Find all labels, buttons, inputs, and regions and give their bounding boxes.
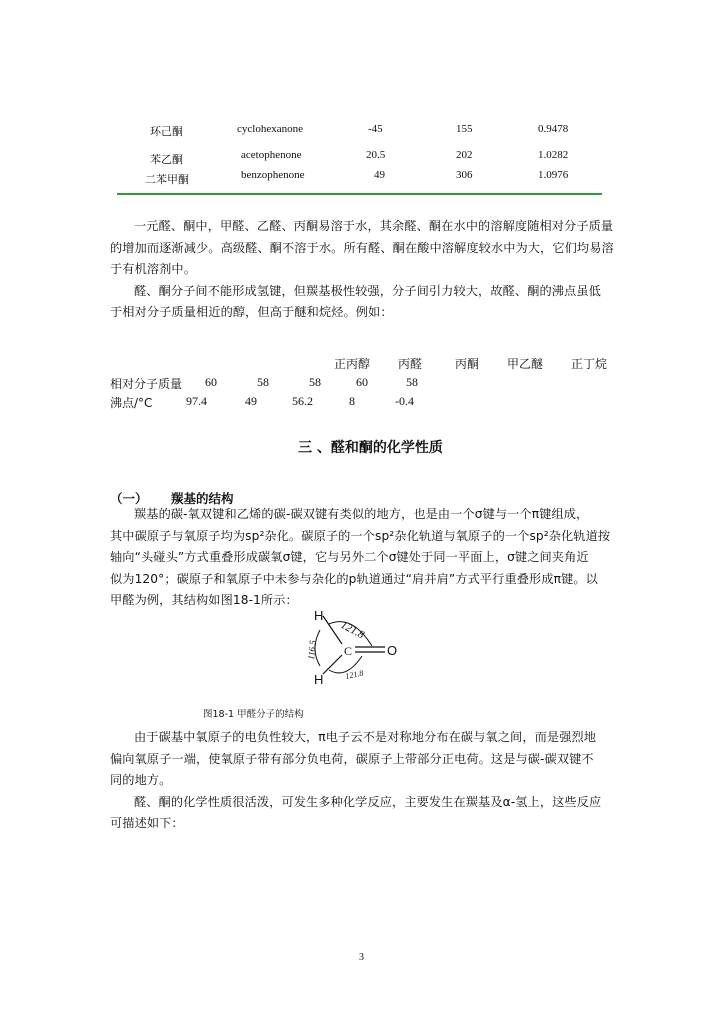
bp-value: 97.4	[186, 394, 207, 408]
bond-c-h-bottom	[323, 655, 342, 674]
compound-name: 丙酮	[455, 357, 480, 371]
angle-label-bottom: 121.8	[344, 668, 365, 681]
bp-value: -0.4	[395, 394, 414, 408]
paragraph-carbonyl-structure	[110, 504, 616, 612]
table-cell-mp: -45	[368, 123, 383, 135]
table-cell-mp: 20.5	[366, 149, 386, 161]
text-line: 醛、酮的化学性质很活泼，可发生多种化学反应，主要发生在羰基及α-氢上，这些反应	[134, 794, 602, 809]
text-line: 同的地方。	[110, 773, 172, 787]
bp-value: 8	[349, 394, 355, 408]
atom-c: C	[344, 644, 353, 658]
table-cell-cn: 苯乙酮	[150, 153, 183, 166]
mass-value: 58	[309, 375, 321, 389]
mass-value: 58	[257, 375, 269, 389]
section-heading: 三 、醛和酮的化学性质	[298, 440, 443, 456]
table-cell-en: benzophenone	[241, 169, 305, 181]
text-line: 一元醛、酮中，甲醛、乙醛、丙酮易溶于水，其余醛、酮在水中的溶解度随相对分子质量	[134, 219, 614, 233]
compound-name: 正丙醇	[334, 357, 371, 371]
compound-name: 甲乙醚	[507, 357, 544, 371]
table-cell-bp: 202	[456, 149, 473, 161]
angle-label-left: 116.5	[306, 639, 318, 661]
angle-label-top: 121.8	[338, 619, 367, 642]
text-line: 偏向氧原子一端，使氧原子带有部分负电荷，碳原子上带部分正电荷。这是与碳-碳双键不	[110, 751, 594, 766]
table-cell-mp: 49	[374, 169, 385, 181]
table-cell-density: 1.0282	[538, 149, 569, 161]
mass-value: 60	[205, 375, 217, 389]
text-line: 于有机溶剂中。	[110, 262, 197, 276]
paragraph-chemical-properties	[110, 727, 616, 835]
text-line: 由于碳基中氧原子的电负性较大，π电子云不是对称地分布在碳与氧之间，而是强烈地	[134, 730, 597, 744]
text-line: 其中碳原子与氧原子均为sp²杂化。碳原子的一个sp²杂化轨道与氧原子的一个sp²杂化轨道按	[110, 528, 611, 543]
text-line: 于相对分子质量相近的醇，但高于醚和烷烃。例如：	[110, 305, 393, 319]
table-cell-density: 0.9478	[538, 123, 569, 135]
table-cell-bp: 306	[456, 169, 473, 181]
bp-label: 沸点/°C	[110, 396, 153, 410]
table-cell-cn: 二苯甲酮	[145, 173, 189, 186]
table-cell-bp: 155	[456, 123, 473, 135]
text-line: 似为120°；碳原子和氧原子中未参与杂化的p轨道通过“肩并肩”方式平行重叠形成π键。以	[110, 571, 598, 586]
bond-c-h-top	[323, 616, 342, 644]
atom-o: O	[387, 643, 398, 658]
figure-caption: 图18-1 甲醛分子的结构	[203, 709, 304, 720]
table-cell-density: 1.0976	[538, 169, 569, 181]
text-line: 轴向“头碰头”方式重叠形成碳氧σ键，它与另外二个σ键处于同一平面上，σ键之间夹角近	[110, 550, 589, 564]
table-cell-cn: 环己酮	[150, 125, 183, 138]
mass-label: 相对分子质量	[110, 377, 183, 391]
text-line: 可描述如下：	[110, 816, 184, 830]
atom-h-top: H	[314, 608, 324, 623]
table-bottom-rule	[117, 193, 602, 195]
bp-value: 56.2	[292, 394, 313, 408]
formaldehyde-structure-figure	[300, 602, 410, 692]
text-line: 的增加而逐渐减少。高级醛、酮不溶于水。所有醛、酮在酸中溶解度较水中为大，它们均易溶	[110, 240, 614, 255]
subsection-title: 羰基的结构	[171, 491, 234, 506]
text-line: 羰基的碳-氧双键和乙烯的碳-碳双键有类似的地方，也是由一个σ键与一个π键组成，	[134, 507, 589, 521]
text-line: 甲醛为例，其结构如图18-1所示：	[110, 593, 298, 607]
subsection-number: （一）	[110, 491, 148, 506]
compound-name: 丙醛	[398, 357, 423, 371]
page-number: 3	[359, 952, 364, 963]
mass-value: 60	[356, 375, 368, 389]
compound-name: 正丁烷	[571, 357, 608, 371]
paragraph-solubility	[110, 216, 616, 324]
table-cell-en: cyclohexanone	[237, 123, 303, 135]
atom-h-bottom: H	[314, 672, 324, 687]
mass-value: 58	[406, 375, 418, 389]
bp-value: 49	[245, 394, 257, 408]
table-cell-en: acetophenone	[241, 149, 302, 161]
text-line: 醛、酮分子间不能形成氢键，但羰基极性较强，分子间引力较大，故醛、酮的沸点虽低	[134, 283, 601, 298]
